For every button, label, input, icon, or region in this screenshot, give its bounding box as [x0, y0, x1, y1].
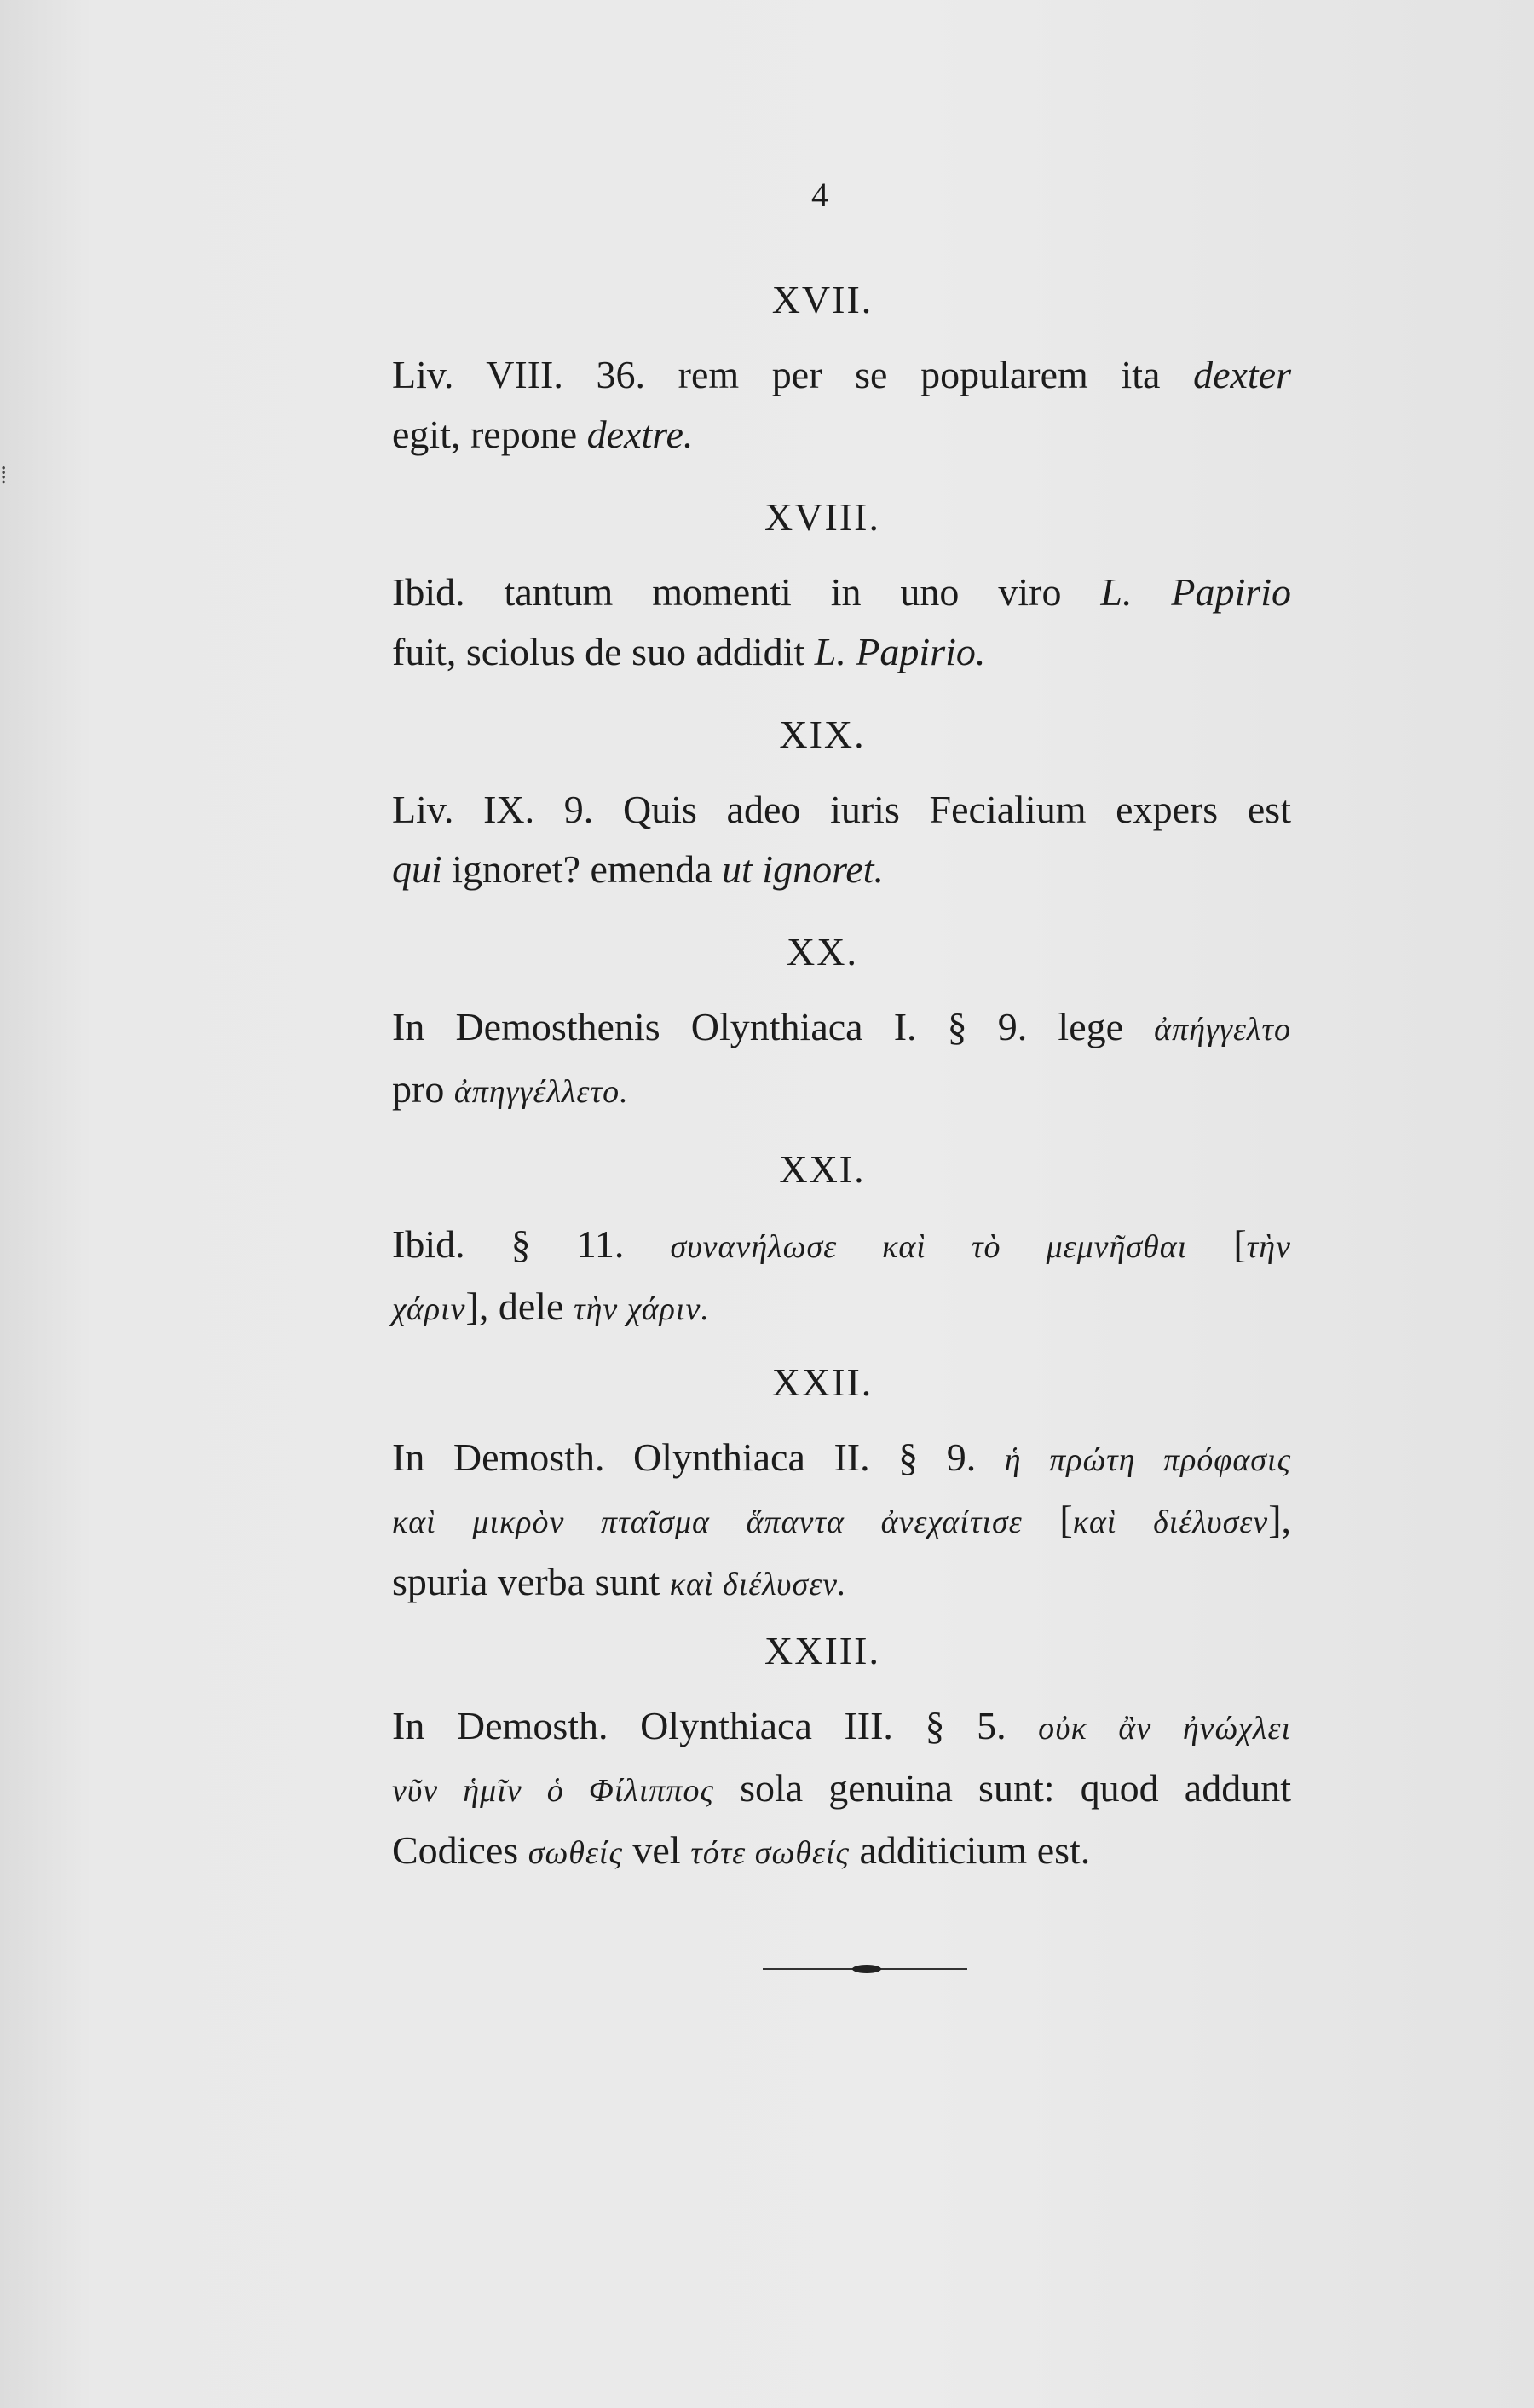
text-run: fuit, sciolus de suo addidit — [392, 630, 815, 673]
section-heading: XX. — [787, 930, 858, 973]
text-line — [392, 1696, 1291, 1758]
greek-text: χάριν — [392, 1291, 466, 1327]
text-run: In Demosth. Olynthiaca III. § 5. — [392, 1704, 1039, 1747]
text-line — [392, 780, 1291, 840]
text-run: In Demosthenis Olynthiaca I. § 9. lege — [392, 1005, 1155, 1048]
italic-text: ut ignoret. — [722, 847, 884, 891]
text-run: vel — [622, 1828, 691, 1872]
text-run: Liv. VIII. 36. rem per se popularem ita — [392, 353, 1194, 396]
section-heading: XVIII. — [764, 495, 880, 539]
greek-text: τὴν χάριν. — [573, 1291, 710, 1327]
text-line — [392, 997, 1291, 1060]
text-line — [392, 563, 1291, 622]
text-run: sola genuina sunt: quod addunt — [713, 1766, 1291, 1810]
section-heading: XVII. — [771, 278, 874, 321]
margin-mark: ⁞ — [0, 460, 8, 490]
text-run: Liv. IX. 9. Quis adeo iuris Fecialium expers est — [392, 788, 1291, 831]
italic-text: dexter — [1193, 353, 1291, 396]
italic-text: dextre. — [586, 413, 694, 456]
ornament-knot — [852, 1965, 881, 1973]
section-heading: XIX. — [779, 713, 866, 756]
italic-text: L. Papirio. — [814, 630, 986, 673]
text-run: Codices — [392, 1828, 528, 1872]
text-run: spuria verba sunt — [392, 1560, 670, 1603]
italic-text: qui — [392, 847, 442, 891]
text-line — [392, 840, 1291, 899]
text-run: Ibid. tantum momenti in uno viro — [392, 570, 1101, 614]
text-line — [392, 405, 1291, 465]
text-line — [392, 1428, 1291, 1490]
greek-text: καὶ διέλυσεν — [1072, 1504, 1269, 1540]
greek-text: ἀπηγγέλλετο. — [453, 1074, 629, 1110]
greek-text: ἀπήγγελτο — [1154, 1012, 1291, 1048]
section-heading: XXII. — [771, 1360, 874, 1404]
end-ornament — [763, 1965, 967, 1973]
text-line — [392, 1821, 1291, 1883]
text-run: additicium est. — [849, 1828, 1091, 1872]
page-number: 4 — [811, 176, 828, 214]
greek-text: καὶ μικρὸν πταῖσμα ἅπαντα ἀνεχαίτισε — [392, 1504, 1023, 1540]
section-paragraph — [392, 780, 1291, 899]
greek-text: καὶ διέλυσεν. — [669, 1567, 847, 1602]
greek-text: νῦν ἡμῖν ὁ Φίλιππος — [392, 1773, 714, 1809]
greek-text: συναvήλωσε καὶ τὸ μεμvῆσθαι — [670, 1229, 1188, 1265]
text-line — [392, 345, 1291, 405]
text-run: In Demosth. Olynthiaca II. § 9. — [392, 1435, 1005, 1479]
text-run: ignoret? emenda — [441, 847, 723, 891]
section-heading: XXIII. — [764, 1629, 880, 1672]
greek-text: τὴν — [1246, 1229, 1291, 1265]
greek-text: σωθείς — [528, 1835, 623, 1871]
section-heading: XXI. — [779, 1147, 866, 1191]
text-line — [392, 622, 1291, 682]
section-paragraph — [392, 345, 1291, 465]
greek-text: τότε σωθείς — [690, 1835, 850, 1871]
section-paragraph — [392, 997, 1291, 1122]
text-line — [392, 1490, 1291, 1552]
text-line — [392, 1758, 1291, 1821]
text-run: [ — [1187, 1222, 1247, 1266]
text-line — [392, 1552, 1291, 1614]
text-run: ], — [1268, 1498, 1292, 1541]
section-paragraph — [392, 1215, 1291, 1339]
text-run: egit, repone — [392, 413, 587, 456]
text-run: [ — [1022, 1498, 1073, 1541]
text-line — [392, 1277, 1291, 1339]
greek-text: οὐκ ἂν ἠνώχλει — [1038, 1711, 1292, 1747]
italic-text: L. Papirio — [1100, 570, 1291, 614]
text-run: Ibid. § 11. — [392, 1222, 671, 1266]
greek-text: ἡ πρώτη πρόφασις — [1004, 1442, 1291, 1478]
section-paragraph — [392, 1428, 1291, 1614]
text-line — [392, 1060, 1291, 1122]
text-run: ], dele — [465, 1285, 574, 1328]
text-line — [392, 1215, 1291, 1277]
section-paragraph — [392, 563, 1291, 682]
text-run: pro — [392, 1067, 454, 1111]
section-paragraph — [392, 1696, 1291, 1883]
